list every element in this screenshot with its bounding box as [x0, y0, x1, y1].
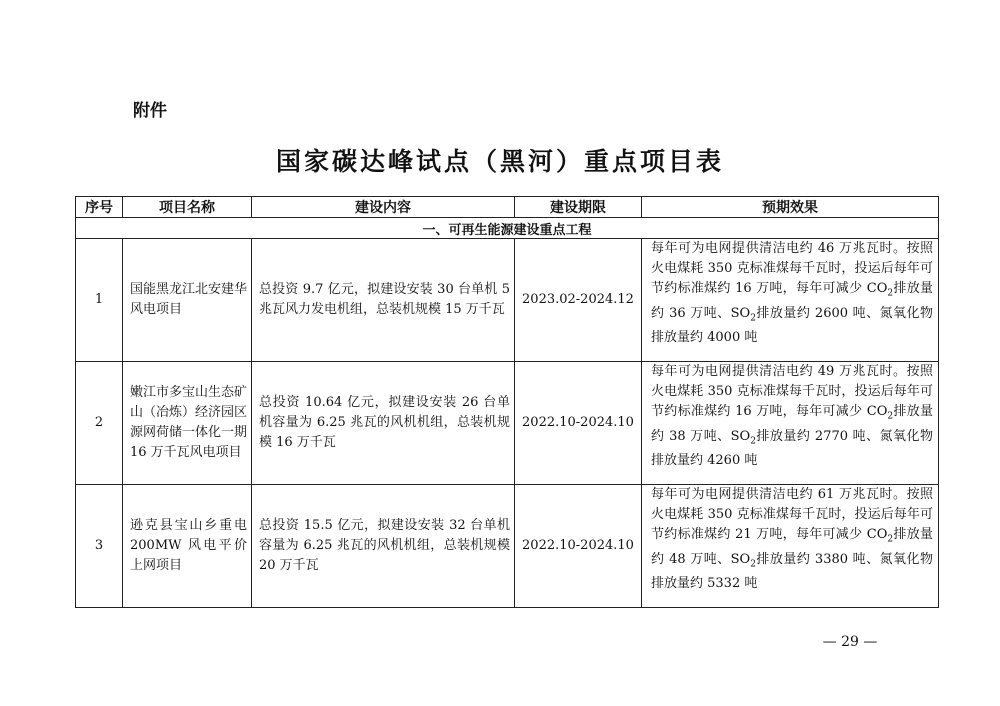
project-period: 2023.02-2024.12: [515, 239, 642, 362]
subscript: 2: [750, 313, 756, 324]
document-title: 国家碳达峰试点（黑河）重点项目表: [275, 147, 724, 176]
table-header-row: [76, 197, 939, 218]
header-name: 项目名称: [123, 197, 252, 218]
effect-text: 排放量约 2600 吨、氮氧化物排放量约 4000 吨: [651, 305, 933, 346]
header-content: 建设内容: [252, 197, 515, 218]
table-row: [76, 362, 939, 485]
effect-text: 排放量约 48 万吨、SO: [651, 527, 933, 567]
subscript: 2: [750, 436, 756, 447]
project-table: [75, 196, 939, 608]
project-period: 2022.10-2024.10: [515, 485, 642, 608]
project-effect: [642, 239, 939, 362]
project-effect: [642, 362, 939, 485]
effect-text: 每年可为电网提供清洁电约 61 万兆瓦时。按照火电煤耗 350 克标准煤每千瓦时，投运后每年可节约标准煤约 21 万吨，每年可减少 CO: [651, 487, 933, 542]
effect-text: 排放量约 2770 吨、氮氧化物排放量约 4260 吨: [651, 428, 933, 469]
subscript: 2: [887, 534, 894, 545]
project-period: 2022.10-2024.10: [515, 362, 642, 485]
effect-text: 每年可为电网提供清洁电约 49 万兆瓦时。按照火电煤耗 350 克标准煤每千瓦时，投运后每年可节约标准煤约 16 万吨，每年可减少 CO: [651, 364, 933, 419]
row-number: 1: [76, 239, 123, 362]
project-content: 总投资 10.64 亿元，拟建设安装 26 台单机容量为 6.25 兆瓦的风机机组，总装机规模 16 万千瓦: [252, 362, 515, 485]
project-name: 逊克县宝山乡重电 200MW 风电平价上网项目: [123, 485, 252, 608]
effect-text: 排放量约 38 万吨、SO: [651, 404, 933, 444]
attachment-label: 附件: [133, 101, 167, 121]
header-no: 序号: [76, 197, 123, 218]
header-effect: 预期效果: [642, 197, 939, 218]
project-name: 国能黑龙江北安建华风电项目: [123, 239, 252, 362]
project-name: 嫩江市多宝山生态矿山（冶炼）经济园区源网荷储一体化一期 16 万千瓦风电项目: [123, 362, 252, 485]
subscript: 2: [887, 288, 894, 299]
project-effect: [642, 485, 939, 608]
project-content: 总投资 9.7 亿元，拟建设安装 30 台单机 5 兆瓦风力发电机组，总装机规模 15 万千瓦: [252, 239, 515, 362]
project-content: 总投资 15.5 亿元，拟建设安装 32 台单机容量为 6.25 兆瓦的风机机组，总装机规模 20 万千瓦: [252, 485, 515, 608]
effect-text: 排放量约 3380 吨、氮氧化物排放量约 5332 吨: [651, 551, 933, 592]
subscript: 2: [750, 559, 756, 570]
section-row: [76, 218, 939, 239]
row-number: 3: [76, 485, 123, 608]
header-period: 建设期限: [515, 197, 642, 218]
row-number: 2: [76, 362, 123, 485]
effect-text: 每年可为电网提供清洁电约 46 万兆瓦时。按照火电煤耗 350 克标准煤每千瓦时，投运后每年可节约标准煤约 16 万吨，每年可减少 CO: [651, 241, 933, 296]
page-number: — 29 —: [822, 634, 878, 650]
effect-text: 排放量约 36 万吨、SO: [651, 281, 933, 321]
subscript: 2: [887, 411, 894, 422]
table-row: [76, 485, 939, 608]
table-row: [76, 239, 939, 362]
section-title: 一、可再生能源建设重点工程: [76, 218, 939, 239]
